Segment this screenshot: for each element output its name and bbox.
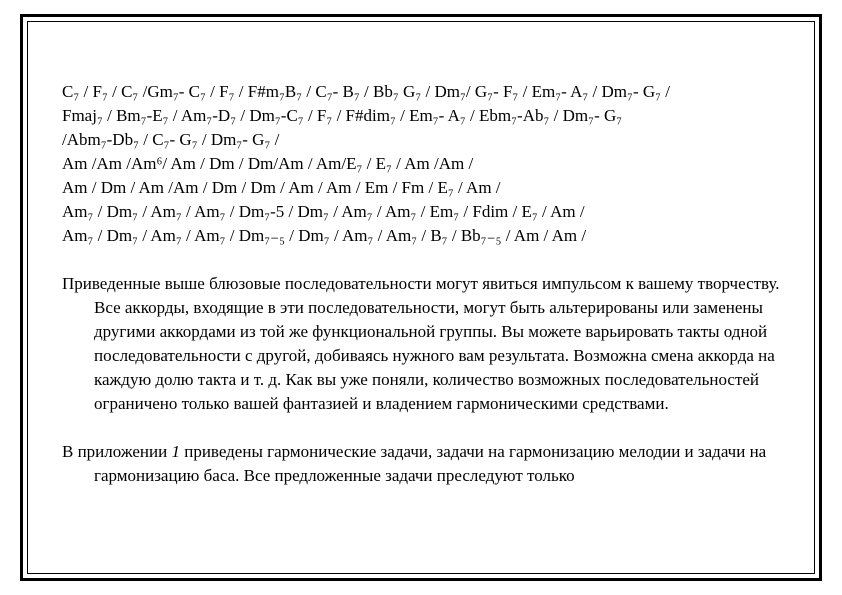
chord-line-3: /Abm₇-Db₇ / C₇- G₇ / Dm₇- G₇ / — [62, 130, 280, 149]
paragraph-2 — [62, 440, 792, 488]
chord-line-7: Am₇ / Dm₇ / Am₇ / Am₇ / Dm₇₋₅ / Dm₇ / Am₇ / Am₇ / B₇ / Bb₇₋₅ / Am / Am / — [62, 226, 587, 245]
chord-line-5: Am / Dm / Am /Am / Dm / Dm / Am / Am / Em / Fm / E₇ / Am / — [62, 178, 501, 197]
paragraph-2-start: В приложении — [62, 442, 172, 461]
chord-line-6: Am₇ / Dm₇ / Am₇ / Am₇ / Dm₇-5 / Dm₇ / Am₇ / Am₇ / Em₇ / Fdim / E₇ / Am / — [62, 202, 585, 221]
paragraph-2-rest: приведены гармонические задачи, задачи на гармонизацию мелодии и задачи на гармонизацию баса. Все предложенные задачи преследуют только — [94, 442, 767, 485]
appendix-number: 1 — [171, 442, 180, 461]
paragraph-1: Приведенные выше блюзовые последовательности могут явиться импульсом к вашему творчеству. Все аккорды, входящие в эти последовательности, могут быть альтерированы или заменены другими аккордами из той же функциональной группы. Вы можете варьировать такты одной последовательности с другой, добиваясь нужного вам результата. Возможна смена аккорда на каждую долю такта и т. д. Как вы уже поняли, количество возможных последовательностей ограничено только вашей фантазией и владением гармоническими средствами. — [62, 274, 780, 413]
chord-line-1: C₇ / F₇ / C₇ /Gm₇- C₇ / F₇ / F#m₇B₇ / C₇- B₇ / Bb₇ G₇ / Dm₇/ G₇- F₇ / Em₇- A₇ / Dm₇- G₇ / — [62, 82, 671, 101]
chord-line-2: Fmaj₇ / Bm₇-E₇ / Am₇-D₇ / Dm₇-C₇ / F₇ / F#dim₇ / Em₇- A₇ / Ebm₇-Ab₇ / Dm₇- G₇ — [62, 106, 623, 125]
document-body — [62, 80, 792, 488]
chord-line-4: Am /Am /Am⁶/ Am / Dm / Dm/Am / Am/E₇ / E₇ / Am /Am / — [62, 154, 474, 173]
